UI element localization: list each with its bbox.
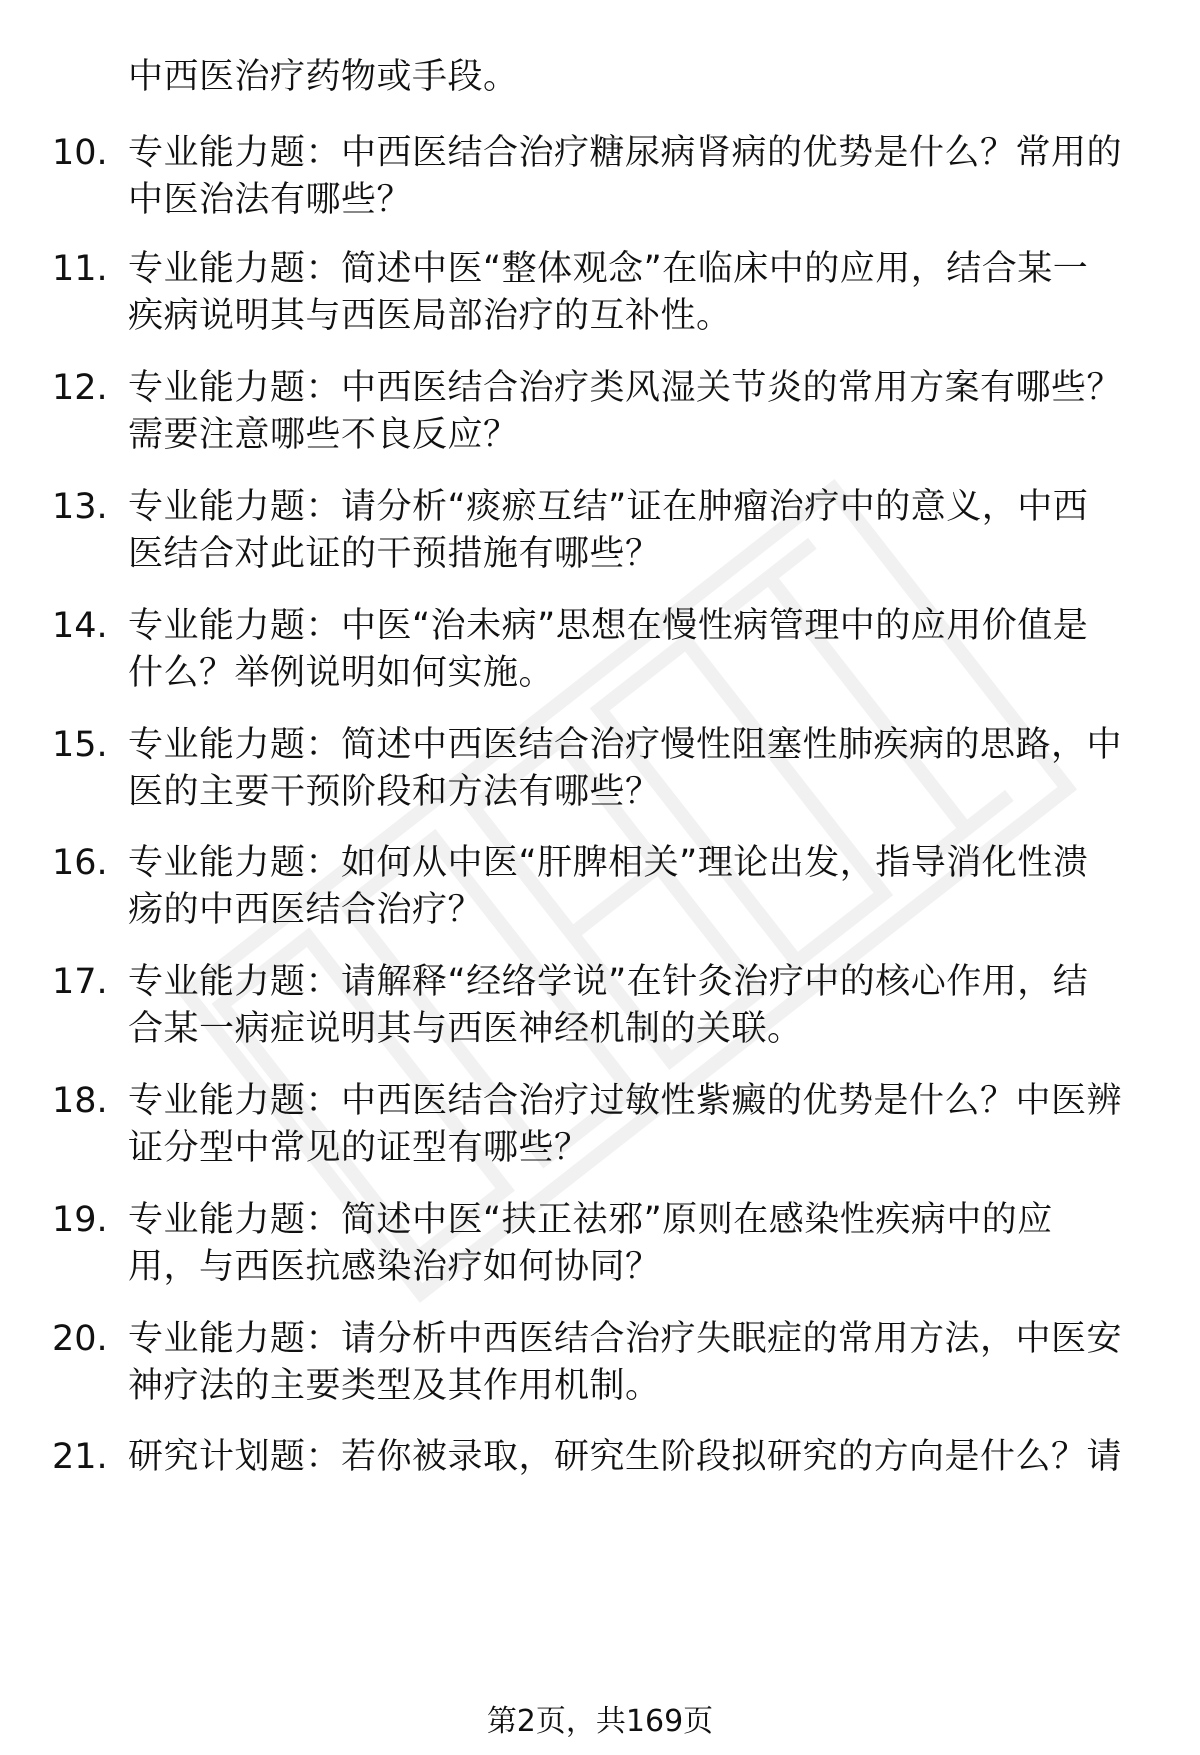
question-text-line-1: 专业能力题：请分析中西医结合治疗失眠症的常用方法，中医安 <box>128 1319 1123 1359</box>
question-text-line-2: 医结合对此证的干预措施有哪些？ <box>128 534 661 574</box>
question-number: 19. <box>52 1200 108 1240</box>
question-text-line-2: 什么？举例说明如何实施。 <box>128 653 555 693</box>
question-number: 18. <box>52 1081 108 1121</box>
question-number: 14. <box>52 606 108 646</box>
question-number: 15. <box>52 725 108 765</box>
question-text-line-2: 合某一病症说明其与西医神经机制的关联。 <box>128 1009 803 1049</box>
question-text-line-2: 神疗法的主要类型及其作用机制。 <box>128 1366 661 1406</box>
question-number: 13. <box>52 487 108 527</box>
question-text-line-1: 专业能力题：中西医结合治疗类风湿关节炎的常用方案有哪些？ <box>128 368 1123 408</box>
question-text-line-2: 医的主要干预阶段和方法有哪些？ <box>128 772 661 812</box>
question-number: 17. <box>52 962 108 1002</box>
question-number: 16. <box>52 843 108 883</box>
question-text-line-1: 研究计划题：若你被录取，研究生阶段拟研究的方向是什么？请 <box>128 1437 1123 1477</box>
question-text-line-2: 证分型中常见的证型有哪些？ <box>128 1128 590 1168</box>
continuation-line: 中西医治疗药物或手段。 <box>128 57 519 97</box>
question-text-line-2: 用，与西医抗感染治疗如何协同？ <box>128 1247 661 1287</box>
question-text-line-2: 疾病说明其与西医局部治疗的互补性。 <box>128 296 732 336</box>
question-text-line-1: 专业能力题：请分析“痰瘀互结”证在肿瘤治疗中的意义，中西 <box>128 487 1089 527</box>
question-number: 10. <box>52 133 108 173</box>
question-text-line-1: 专业能力题：中西医结合治疗糖尿病肾病的优势是什么？常用的 <box>128 133 1123 173</box>
question-text-line-1: 专业能力题：简述中医“整体观念”在临床中的应用，结合某一 <box>128 249 1089 289</box>
question-text-line-1: 专业能力题：如何从中医“肝脾相关”理论出发，指导消化性溃 <box>128 843 1089 883</box>
question-number: 12. <box>52 368 108 408</box>
page-footer: 第2页，共169页 <box>486 1704 714 1739</box>
question-text-line-2: 需要注意哪些不良反应？ <box>128 415 519 455</box>
question-number: 11. <box>52 249 108 289</box>
question-text-line-1: 专业能力题：简述中医“扶正祛邪”原则在感染性疾病中的应 <box>128 1200 1053 1240</box>
question-text-line-1: 专业能力题：中西医结合治疗过敏性紫癜的优势是什么？中医辨 <box>128 1081 1123 1121</box>
question-text-line-1: 专业能力题：中医“治未病”思想在慢性病管理中的应用价值是 <box>128 606 1089 646</box>
question-text-line-1: 专业能力题：简述中西医结合治疗慢性阻塞性肺疾病的思路，中 <box>128 725 1123 765</box>
question-text-line-2: 疡的中西医结合治疗？ <box>128 890 484 930</box>
question-text-line-1: 专业能力题：请解释“经络学说”在针灸治疗中的核心作用，结 <box>128 962 1089 1002</box>
question-number: 20. <box>52 1319 108 1359</box>
question-text-line-2: 中医治法有哪些？ <box>128 180 413 220</box>
question-number: 21. <box>52 1437 108 1477</box>
